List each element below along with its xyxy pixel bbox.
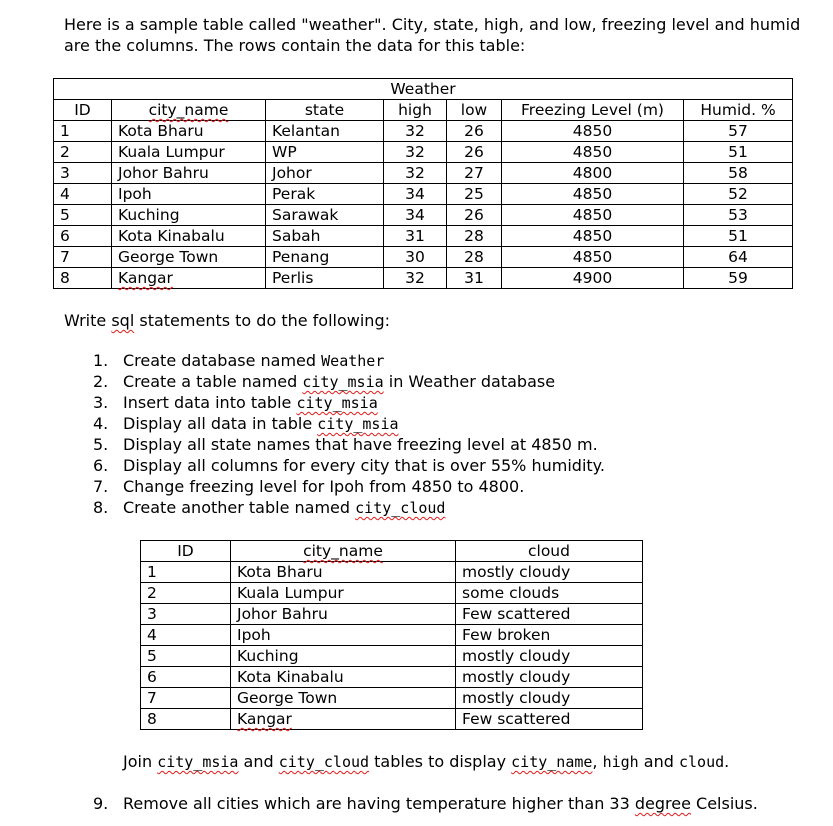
task-number: 8. bbox=[93, 498, 109, 517]
task-number: 1. bbox=[93, 351, 109, 370]
cell-cloud: mostly cloudy bbox=[456, 688, 643, 709]
list-item bbox=[93, 793, 813, 814]
cell-id: 2 bbox=[54, 142, 112, 163]
cell-low: 26 bbox=[447, 205, 502, 226]
table-row bbox=[54, 142, 793, 163]
cell-freezing: 4850 bbox=[502, 205, 684, 226]
task-9-degree: degree bbox=[634, 794, 691, 813]
task-4-pre: Display all data in table bbox=[123, 414, 318, 433]
cell-humid: 53 bbox=[684, 205, 793, 226]
cell-id: 3 bbox=[141, 604, 231, 625]
cell-freezing: 4850 bbox=[502, 247, 684, 268]
cell-high: 32 bbox=[384, 163, 447, 184]
cell-city: Ipoh bbox=[112, 184, 266, 205]
task-number: 5. bbox=[93, 435, 109, 454]
cell-city: Kuala Lumpur bbox=[231, 583, 456, 604]
cell-id: 7 bbox=[54, 247, 112, 268]
list-item bbox=[93, 392, 793, 413]
cell-id: 6 bbox=[54, 226, 112, 247]
cell-state: Penang bbox=[266, 247, 384, 268]
table-row bbox=[141, 709, 643, 730]
cell-id: 4 bbox=[54, 184, 112, 205]
join-end: . bbox=[724, 752, 730, 771]
cell-low: 27 bbox=[447, 163, 502, 184]
cell-cloud: mostly cloudy bbox=[456, 646, 643, 667]
task-2-pre: Create a table named bbox=[123, 372, 303, 391]
header-city-name bbox=[231, 541, 456, 562]
cell-freezing: 4850 bbox=[502, 142, 684, 163]
cell-city: Kota Kinabalu bbox=[112, 226, 266, 247]
task-1-text: Create database named bbox=[123, 351, 322, 370]
table-row bbox=[54, 184, 793, 205]
header-high: high bbox=[384, 100, 447, 121]
cell-low: 31 bbox=[447, 268, 502, 289]
join-and-2: and bbox=[638, 752, 679, 771]
task-number: 9. bbox=[93, 794, 109, 813]
header-id: ID bbox=[54, 100, 112, 121]
cell-city: George Town bbox=[112, 247, 266, 268]
cell-cloud: Few broken bbox=[456, 625, 643, 646]
task-4-code: city_msia bbox=[317, 415, 399, 433]
cell-id: 8 bbox=[141, 709, 231, 730]
task-8-code: city_cloud bbox=[355, 499, 446, 517]
join-word: Join bbox=[123, 752, 158, 771]
cell-city: Johor Bahru bbox=[112, 163, 266, 184]
cell-id: 8 bbox=[54, 268, 112, 289]
cell-id: 5 bbox=[141, 646, 231, 667]
cell-humid: 64 bbox=[684, 247, 793, 268]
cell-cloud: Few scattered bbox=[456, 709, 643, 730]
task-number: 7. bbox=[93, 477, 109, 496]
cell-id: 6 bbox=[141, 667, 231, 688]
task-2-code: city_msia bbox=[302, 373, 384, 391]
cell-humid: 58 bbox=[684, 163, 793, 184]
cloud-header-row bbox=[141, 541, 643, 562]
table-row bbox=[141, 583, 643, 604]
table-row bbox=[54, 205, 793, 226]
cell-low: 25 bbox=[447, 184, 502, 205]
cell-city-text: Kangar bbox=[118, 269, 173, 287]
task-7-text: Change freezing level for Ipoh from 4850 to 4800. bbox=[123, 477, 525, 496]
header-low: low bbox=[447, 100, 502, 121]
task-9-pre: Remove all cities which are having temperature higher than 33 bbox=[123, 794, 635, 813]
join-table-1: city_msia bbox=[157, 753, 239, 771]
header-freezing-level: Freezing Level (m) bbox=[502, 100, 684, 121]
cell-freezing: 4850 bbox=[502, 121, 684, 142]
instructions-line bbox=[64, 310, 390, 331]
cell-freezing: 4850 bbox=[502, 226, 684, 247]
cell-high: 31 bbox=[384, 226, 447, 247]
cell-high: 34 bbox=[384, 205, 447, 226]
join-table-2: city_cloud bbox=[278, 753, 370, 771]
cell-id: 2 bbox=[141, 583, 231, 604]
cell-humid: 57 bbox=[684, 121, 793, 142]
table-row bbox=[141, 625, 643, 646]
join-col-3: cloud bbox=[679, 753, 725, 771]
cell-state: WP bbox=[266, 142, 384, 163]
task-text bbox=[123, 413, 399, 434]
cell-city bbox=[231, 709, 456, 730]
list-item bbox=[93, 497, 793, 518]
task-text bbox=[123, 371, 555, 392]
task-text bbox=[123, 392, 378, 413]
cell-id: 4 bbox=[141, 625, 231, 646]
join-col-1: city_name bbox=[511, 753, 593, 771]
cell-high: 30 bbox=[384, 247, 447, 268]
cell-high: 32 bbox=[384, 268, 447, 289]
cell-id: 3 bbox=[54, 163, 112, 184]
task-1-code: Weather bbox=[321, 352, 385, 370]
task-5-text: Display all state names that have freezing level at 4850 m. bbox=[123, 435, 598, 454]
cell-city: Kota Bharu bbox=[231, 562, 456, 583]
table-row bbox=[141, 667, 643, 688]
cell-id: 7 bbox=[141, 688, 231, 709]
intro-paragraph: Here is a sample table called "weather". City, state, high, and low, freezing level and humid are the columns. The rows contain the data for this table: bbox=[64, 15, 801, 55]
cell-state: Perak bbox=[266, 184, 384, 205]
table-row bbox=[141, 604, 643, 625]
list-item bbox=[93, 476, 793, 497]
task-6-text: Display all columns for every city that is over 55% humidity. bbox=[123, 456, 605, 475]
instructions-prefix: Write bbox=[64, 311, 112, 330]
cell-high: 32 bbox=[384, 142, 447, 163]
task-list bbox=[93, 350, 793, 518]
instructions-suffix: statements to do the following: bbox=[134, 311, 390, 330]
header-city-name-text: city_name bbox=[148, 101, 229, 119]
task-number: 6. bbox=[93, 456, 109, 475]
cell-cloud: mostly cloudy bbox=[456, 562, 643, 583]
list-item bbox=[93, 413, 793, 434]
cell-city: Johor Bahru bbox=[231, 604, 456, 625]
list-item bbox=[93, 434, 793, 455]
header-humidity: Humid. % bbox=[684, 100, 793, 121]
cell-id: 5 bbox=[54, 205, 112, 226]
header-state: state bbox=[266, 100, 384, 121]
cell-low: 26 bbox=[447, 121, 502, 142]
cell-state: Sabah bbox=[266, 226, 384, 247]
task-9-text bbox=[123, 793, 758, 814]
cell-state: Kelantan bbox=[266, 121, 384, 142]
join-instruction bbox=[123, 751, 823, 773]
cell-city bbox=[112, 268, 266, 289]
cell-city: Kuching bbox=[231, 646, 456, 667]
cell-city: Ipoh bbox=[231, 625, 456, 646]
cell-state: Sarawak bbox=[266, 205, 384, 226]
task-text bbox=[123, 497, 445, 518]
cell-city: George Town bbox=[231, 688, 456, 709]
table-row bbox=[54, 163, 793, 184]
task-number: 4. bbox=[93, 414, 109, 433]
cell-city: Kota Bharu bbox=[112, 121, 266, 142]
weather-group-title: Weather bbox=[54, 79, 793, 100]
header-id: ID bbox=[141, 541, 231, 562]
cell-humid: 59 bbox=[684, 268, 793, 289]
weather-title-row bbox=[54, 79, 793, 100]
table-row bbox=[54, 121, 793, 142]
cell-city: Kuala Lumpur bbox=[112, 142, 266, 163]
task-2-post: in Weather database bbox=[383, 372, 556, 391]
task-3-pre: Insert data into table bbox=[123, 393, 297, 412]
table-row bbox=[141, 646, 643, 667]
cell-cloud: Few scattered bbox=[456, 604, 643, 625]
cell-low: 26 bbox=[447, 142, 502, 163]
list-item bbox=[93, 455, 793, 476]
cell-id: 1 bbox=[54, 121, 112, 142]
join-mid: tables to display bbox=[369, 752, 512, 771]
weather-table bbox=[53, 78, 793, 289]
table-row bbox=[54, 226, 793, 247]
table-row bbox=[141, 688, 643, 709]
header-city-name bbox=[112, 100, 266, 121]
task-9-post: Celsius. bbox=[690, 794, 758, 813]
table-row bbox=[54, 247, 793, 268]
task-3-code: city_msia bbox=[296, 394, 378, 412]
cell-low: 28 bbox=[447, 247, 502, 268]
join-and: and bbox=[238, 752, 279, 771]
cell-freezing: 4800 bbox=[502, 163, 684, 184]
cell-city: Kota Kinabalu bbox=[231, 667, 456, 688]
cell-cloud: some clouds bbox=[456, 583, 643, 604]
cell-humid: 52 bbox=[684, 184, 793, 205]
cell-freezing: 4900 bbox=[502, 268, 684, 289]
cell-cloud: mostly cloudy bbox=[456, 667, 643, 688]
join-col-2: high bbox=[602, 753, 639, 771]
task-8-pre: Create another table named bbox=[123, 498, 356, 517]
instructions-sql-word: sql bbox=[111, 311, 135, 330]
list-item bbox=[93, 350, 793, 371]
cell-state: Perlis bbox=[266, 268, 384, 289]
task-text bbox=[123, 350, 384, 371]
cell-high: 34 bbox=[384, 184, 447, 205]
cell-id: 1 bbox=[141, 562, 231, 583]
cell-state: Johor bbox=[266, 163, 384, 184]
task-number: 2. bbox=[93, 372, 109, 391]
cell-humid: 51 bbox=[684, 226, 793, 247]
cell-city-text: Kangar bbox=[237, 710, 292, 728]
cell-freezing: 4850 bbox=[502, 184, 684, 205]
cell-low: 28 bbox=[447, 226, 502, 247]
cell-high: 32 bbox=[384, 121, 447, 142]
header-cloud: cloud bbox=[456, 541, 643, 562]
cell-humid: 51 bbox=[684, 142, 793, 163]
city-cloud-table bbox=[140, 540, 643, 730]
task-number: 3. bbox=[93, 393, 109, 412]
header-city-name-text: city_name bbox=[303, 542, 383, 560]
join-comma: , bbox=[592, 752, 603, 771]
table-row bbox=[54, 268, 793, 289]
cell-city: Kuching bbox=[112, 205, 266, 226]
weather-header-row bbox=[54, 100, 793, 121]
table-row bbox=[141, 562, 643, 583]
list-item bbox=[93, 371, 793, 392]
